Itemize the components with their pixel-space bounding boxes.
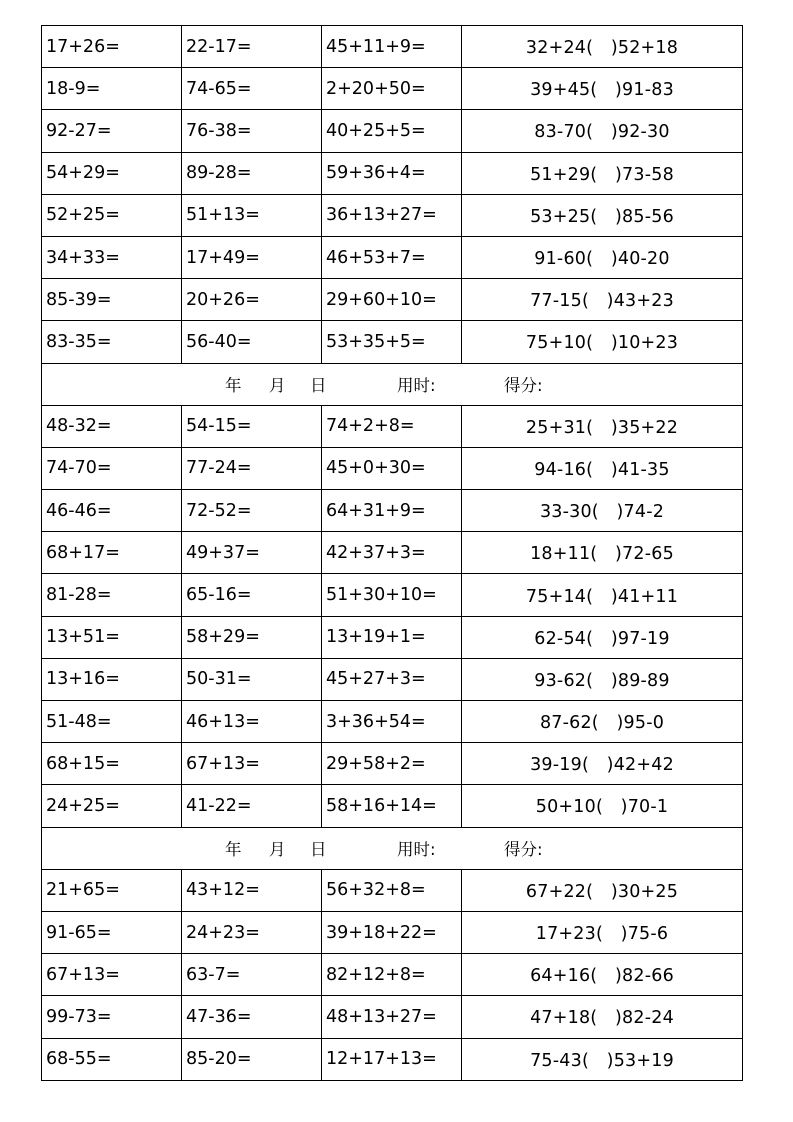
three-term-cell: 74+2+8= [322, 405, 462, 447]
three-term-cell: 46+53+7= [322, 236, 462, 278]
compare-cell: 39+45( )91-83 [462, 68, 743, 110]
compare-cell: 83-70( )92-30 [462, 110, 743, 152]
addition-subtraction-cell: 18-9= [42, 68, 182, 110]
subtraction-addition-cell: 89-28= [182, 152, 322, 194]
compare-cell: 91-60( )40-20 [462, 236, 743, 278]
three-term-cell: 45+11+9= [322, 26, 462, 68]
three-term-cell: 29+58+2= [322, 743, 462, 785]
problem-row [42, 911, 743, 953]
compare-cell: 75+14( )41+11 [462, 574, 743, 616]
time-used-label: 用时: [397, 376, 436, 396]
problem-row [42, 954, 743, 996]
day-label: 日 [310, 376, 327, 396]
subtraction-addition-cell: 72-52= [182, 490, 322, 532]
addition-subtraction-cell: 34+33= [42, 236, 182, 278]
problem-row [42, 658, 743, 700]
worksheet-table [41, 25, 743, 1081]
subtraction-addition-cell: 49+37= [182, 532, 322, 574]
date-time-score-header-row [42, 363, 743, 405]
addition-subtraction-cell: 13+51= [42, 616, 182, 658]
addition-subtraction-cell: 91-65= [42, 911, 182, 953]
three-term-cell: 3+36+54= [322, 701, 462, 743]
subtraction-addition-cell: 74-65= [182, 68, 322, 110]
three-term-cell: 59+36+4= [322, 152, 462, 194]
problem-row [42, 152, 743, 194]
problem-row [42, 490, 743, 532]
month-label: 月 [269, 840, 286, 860]
compare-cell: 50+10( )70-1 [462, 785, 743, 827]
subtraction-addition-cell: 51+13= [182, 194, 322, 236]
month-label: 月 [269, 376, 286, 396]
subtraction-addition-cell: 56-40= [182, 321, 322, 363]
problem-row [42, 110, 743, 152]
header-cell [42, 363, 743, 405]
compare-cell: 67+22( )30+25 [462, 869, 743, 911]
compare-cell: 75-43( )53+19 [462, 1038, 743, 1080]
addition-subtraction-cell: 46-46= [42, 490, 182, 532]
compare-cell: 18+11( )72-65 [462, 532, 743, 574]
subtraction-addition-cell: 47-36= [182, 996, 322, 1038]
subtraction-addition-cell: 17+49= [182, 236, 322, 278]
addition-subtraction-cell: 24+25= [42, 785, 182, 827]
addition-subtraction-cell: 83-35= [42, 321, 182, 363]
subtraction-addition-cell: 22-17= [182, 26, 322, 68]
three-term-cell: 45+0+30= [322, 447, 462, 489]
problem-row [42, 236, 743, 278]
compare-cell: 53+25( )85-56 [462, 194, 743, 236]
subtraction-addition-cell: 24+23= [182, 911, 322, 953]
compare-cell: 62-54( )97-19 [462, 616, 743, 658]
addition-subtraction-cell: 68-55= [42, 1038, 182, 1080]
compare-cell: 39-19( )42+42 [462, 743, 743, 785]
problem-row [42, 68, 743, 110]
addition-subtraction-cell: 92-27= [42, 110, 182, 152]
subtraction-addition-cell: 50-31= [182, 658, 322, 700]
problem-row [42, 701, 743, 743]
subtraction-addition-cell: 58+29= [182, 616, 322, 658]
compare-cell: 51+29( )73-58 [462, 152, 743, 194]
three-term-cell: 51+30+10= [322, 574, 462, 616]
time-used-label: 用时: [397, 840, 436, 860]
three-term-cell: 53+35+5= [322, 321, 462, 363]
compare-cell: 47+18( )82-24 [462, 996, 743, 1038]
compare-cell: 17+23( )75-6 [462, 911, 743, 953]
addition-subtraction-cell: 74-70= [42, 447, 182, 489]
subtraction-addition-cell: 77-24= [182, 447, 322, 489]
addition-subtraction-cell: 51-48= [42, 701, 182, 743]
subtraction-addition-cell: 67+13= [182, 743, 322, 785]
addition-subtraction-cell: 81-28= [42, 574, 182, 616]
score-label: 得分: [504, 376, 543, 396]
compare-cell: 94-16( )41-35 [462, 447, 743, 489]
addition-subtraction-cell: 68+17= [42, 532, 182, 574]
problem-row [42, 321, 743, 363]
problem-row [42, 616, 743, 658]
problem-row [42, 405, 743, 447]
addition-subtraction-cell: 54+29= [42, 152, 182, 194]
year-label: 年 [225, 376, 242, 396]
three-term-cell: 64+31+9= [322, 490, 462, 532]
subtraction-addition-cell: 41-22= [182, 785, 322, 827]
subtraction-addition-cell: 54-15= [182, 405, 322, 447]
problem-row [42, 26, 743, 68]
date-time-score-header-row [42, 827, 743, 869]
header-cell [42, 827, 743, 869]
score-label: 得分: [504, 840, 543, 860]
subtraction-addition-cell: 46+13= [182, 701, 322, 743]
three-term-cell: 2+20+50= [322, 68, 462, 110]
addition-subtraction-cell: 85-39= [42, 279, 182, 321]
addition-subtraction-cell: 21+65= [42, 869, 182, 911]
three-term-cell: 56+32+8= [322, 869, 462, 911]
three-term-cell: 42+37+3= [322, 532, 462, 574]
subtraction-addition-cell: 43+12= [182, 869, 322, 911]
subtraction-addition-cell: 63-7= [182, 954, 322, 996]
compare-cell: 93-62( )89-89 [462, 658, 743, 700]
problem-row [42, 869, 743, 911]
three-term-cell: 48+13+27= [322, 996, 462, 1038]
problem-row [42, 194, 743, 236]
compare-cell: 32+24( )52+18 [462, 26, 743, 68]
three-term-cell: 12+17+13= [322, 1038, 462, 1080]
addition-subtraction-cell: 52+25= [42, 194, 182, 236]
compare-cell: 64+16( )82-66 [462, 954, 743, 996]
compare-cell: 75+10( )10+23 [462, 321, 743, 363]
problem-row [42, 743, 743, 785]
problem-row [42, 1038, 743, 1080]
addition-subtraction-cell: 68+15= [42, 743, 182, 785]
problem-row [42, 574, 743, 616]
three-term-cell: 39+18+22= [322, 911, 462, 953]
three-term-cell: 13+19+1= [322, 616, 462, 658]
addition-subtraction-cell: 13+16= [42, 658, 182, 700]
compare-cell: 25+31( )35+22 [462, 405, 743, 447]
compare-cell: 77-15( )43+23 [462, 279, 743, 321]
subtraction-addition-cell: 85-20= [182, 1038, 322, 1080]
addition-subtraction-cell: 17+26= [42, 26, 182, 68]
problem-row [42, 785, 743, 827]
compare-cell: 33-30( )74-2 [462, 490, 743, 532]
three-term-cell: 40+25+5= [322, 110, 462, 152]
problem-row [42, 447, 743, 489]
addition-subtraction-cell: 67+13= [42, 954, 182, 996]
problem-row [42, 279, 743, 321]
subtraction-addition-cell: 20+26= [182, 279, 322, 321]
addition-subtraction-cell: 48-32= [42, 405, 182, 447]
three-term-cell: 36+13+27= [322, 194, 462, 236]
addition-subtraction-cell: 99-73= [42, 996, 182, 1038]
year-label: 年 [225, 840, 242, 860]
subtraction-addition-cell: 65-16= [182, 574, 322, 616]
compare-cell: 87-62( )95-0 [462, 701, 743, 743]
three-term-cell: 82+12+8= [322, 954, 462, 996]
problem-row [42, 996, 743, 1038]
subtraction-addition-cell: 76-38= [182, 110, 322, 152]
three-term-cell: 45+27+3= [322, 658, 462, 700]
three-term-cell: 29+60+10= [322, 279, 462, 321]
day-label: 日 [310, 840, 327, 860]
problem-row [42, 532, 743, 574]
three-term-cell: 58+16+14= [322, 785, 462, 827]
